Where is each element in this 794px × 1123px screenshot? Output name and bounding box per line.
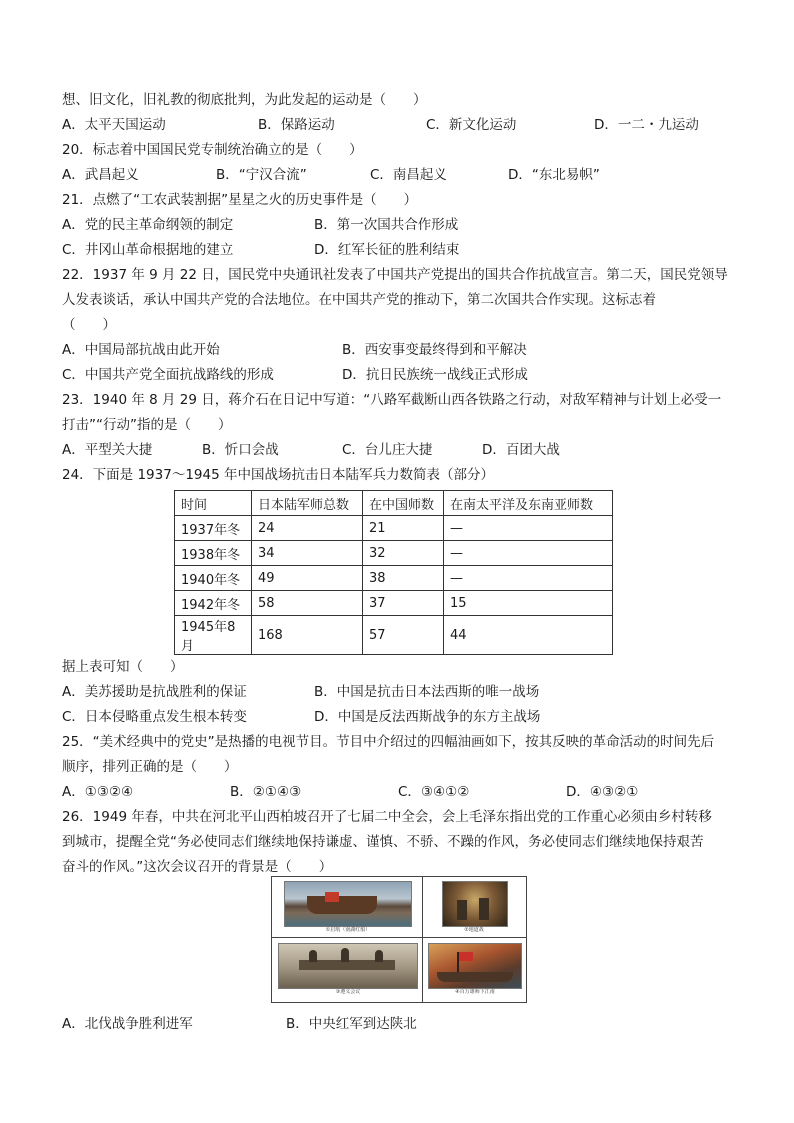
q24-after: 据上表可知（ ） xyxy=(62,659,184,675)
painting-caption-4: ④百万雄师下江南 xyxy=(455,989,495,995)
q22-stem-line2: 人发表谈话，承认中国共产党的合法地位。在中国共产党的推动下，第二次国共合作实现。这标志着 xyxy=(62,292,656,308)
q25-option-a[interactable]: A．①③②④ xyxy=(62,784,134,800)
table-cell: 1940年冬 xyxy=(175,566,252,591)
q24-options-row2 xyxy=(62,705,732,730)
table-row xyxy=(175,616,613,655)
q23-option-d[interactable]: D．百团大战 xyxy=(482,442,560,458)
table-cell: 57 xyxy=(363,616,444,655)
q22-options-row2 xyxy=(62,363,732,388)
q24-options-row1 xyxy=(62,680,732,705)
painting-red-boat xyxy=(284,881,412,927)
table-cell: 49 xyxy=(252,566,363,591)
table-cell: — xyxy=(444,541,613,566)
table-cell: — xyxy=(444,566,613,591)
painting-caption-3: ③遵义会议 xyxy=(335,989,361,995)
exam-page xyxy=(62,88,732,880)
table-row xyxy=(175,566,613,591)
q26-options-block xyxy=(62,1012,732,1037)
q24-stem: 24．下面是 1937～1945 年中国战场抗击日本陆军兵力数简表（部分） xyxy=(62,467,494,483)
q26-stem-line1: 26．1949 年春，中共在河北平山西柏坡召开了七届二中全会，会上毛泽东指出党的工作重心必须由乡村转移 xyxy=(62,809,712,825)
table-cell: 37 xyxy=(363,591,444,616)
q23-option-c[interactable]: C．台儿庄大捷 xyxy=(342,442,433,458)
q19-options xyxy=(62,113,732,138)
q20-stem: 20．标志着中国国民党专制统治确立的是（ ） xyxy=(62,142,363,158)
q25-option-c[interactable]: C．③④①② xyxy=(398,784,470,800)
q22-option-d[interactable]: D．抗日民族统一战线正式形成 xyxy=(342,367,528,383)
q26-option-b[interactable]: B．中央红军到达陕北 xyxy=(286,1016,417,1032)
q26-option-a[interactable]: A．北伐战争胜利进军 xyxy=(62,1016,193,1032)
q22-option-c[interactable]: C．中国共产党全面抗战路线的形成 xyxy=(62,367,274,383)
q19-option-a[interactable]: A．太平天国运动 xyxy=(62,117,166,133)
q21-stem: 21．点燃了“工农武装割据”星星之火的历史事件是（ ） xyxy=(62,192,418,208)
q26-stem-line2: 到城市，提醒全党“务必使同志们继续地保持谦虚、谨慎、不骄、不躁的作风，务必使同志们继续地保持艰苦 xyxy=(62,834,704,850)
table-cell: 15 xyxy=(444,591,613,616)
q24-option-a[interactable]: A．美苏援助是抗战胜利的保证 xyxy=(62,684,247,700)
table-header-cell: 时间 xyxy=(175,491,252,516)
table-cell: 1938年冬 xyxy=(175,541,252,566)
q23-option-a[interactable]: A．平型关大捷 xyxy=(62,442,153,458)
q22-option-a[interactable]: A．中国局部抗战由此开始 xyxy=(62,342,220,358)
q21-option-c[interactable]: C．井冈山革命根据地的建立 xyxy=(62,242,234,258)
table-row xyxy=(175,541,613,566)
table-row xyxy=(175,516,613,541)
table-cell: — xyxy=(444,516,613,541)
painting-million-troops xyxy=(428,943,522,989)
q24-option-d[interactable]: D．中国是反法西斯战争的东方主战场 xyxy=(314,709,541,725)
q19-stem: 想、旧文化，旧礼教的彻底批判，为此发起的运动是（ ） xyxy=(62,92,427,108)
q23-stem-line1: 23．1940 年 8 月 29 日，蒋介石在日记中写道：“八路军截断山西各铁路之行动，对敌军精神与计划上必受一 xyxy=(62,392,722,408)
q24-option-b[interactable]: B．中国是抗击日本法西斯的唯一战场 xyxy=(314,684,540,700)
q19-option-b[interactable]: B．保路运动 xyxy=(258,117,335,133)
q21-option-b[interactable]: B．第一次国共合作形成 xyxy=(314,217,459,233)
q23-stem-line2: 打击”“行动”指的是（ ） xyxy=(62,417,232,433)
table-header-cell: 日本陆军师总数 xyxy=(252,491,363,516)
q26-options-row1 xyxy=(62,1012,732,1037)
q26-stem-line3: 奋斗的作风。”这次会议召开的背景是（ ） xyxy=(62,859,333,875)
table-cell: 58 xyxy=(252,591,363,616)
q22-option-b[interactable]: B．西安事变最终得到和平解决 xyxy=(342,342,527,358)
table-header-cell: 在中国师数 xyxy=(363,491,444,516)
table-header-row xyxy=(175,491,613,516)
table-cell: 21 xyxy=(363,516,444,541)
q22-stem-line3: （ ） xyxy=(62,317,116,333)
q25-stem-line2: 顺序，排列正确的是（ ） xyxy=(62,759,238,775)
table-cell: 24 xyxy=(252,516,363,541)
q23-option-b[interactable]: B．忻口会战 xyxy=(202,442,279,458)
table-cell: 38 xyxy=(363,566,444,591)
q20-option-b[interactable]: B．“宁汉合流” xyxy=(216,167,307,183)
table-row xyxy=(175,591,613,616)
q25-option-b[interactable]: B．②①④③ xyxy=(230,784,302,800)
table-cell: 32 xyxy=(363,541,444,566)
q21-options-row2 xyxy=(62,238,732,263)
table-cell: 1945年8月 xyxy=(175,616,252,655)
q22-options-row1 xyxy=(62,338,732,363)
table-cell: 168 xyxy=(252,616,363,655)
q25-options xyxy=(62,780,732,805)
table-cell: 1937年冬 xyxy=(175,516,252,541)
q25-stem-line1: 25．“美术经典中的党史”是热播的电视节目。节目中介绍过的四幅油画如下，按其反映的革命活动的时间先后 xyxy=(62,734,715,750)
painting-caption-2: ②地道战 xyxy=(464,927,484,933)
painting-tunnel-war xyxy=(442,881,508,927)
q20-options xyxy=(62,163,732,188)
q24-option-c[interactable]: C．日本侵略重点发生根本转变 xyxy=(62,709,247,725)
painting-caption-1: ①启航（南湖红船） xyxy=(325,927,371,933)
q20-option-a[interactable]: A．武昌起义 xyxy=(62,167,139,183)
q20-option-c[interactable]: C．南昌起义 xyxy=(370,167,447,183)
table-header-cell: 在南太平洋及东南亚师数 xyxy=(444,491,613,516)
q22-stem-line1: 22．1937 年 9 月 22 日，国民党中央通讯社发表了中国共产党提出的国共合作抗战宣言。第二天，国民党领导 xyxy=(62,267,728,283)
paintings-figure xyxy=(271,876,527,1003)
force-table xyxy=(174,490,613,655)
q21-option-d[interactable]: D．红军长征的胜利结束 xyxy=(314,242,460,258)
table-cell: 44 xyxy=(444,616,613,655)
q19-option-d[interactable]: D．一二・九运动 xyxy=(594,117,699,133)
q19-option-c[interactable]: C．新文化运动 xyxy=(426,117,517,133)
q21-options-row1 xyxy=(62,213,732,238)
table-cell: 1942年冬 xyxy=(175,591,252,616)
painting-zunyi-meeting xyxy=(278,943,418,989)
q21-option-a[interactable]: A．党的民主革命纲领的制定 xyxy=(62,217,234,233)
q25-option-d[interactable]: D．④③②① xyxy=(566,784,639,800)
q23-options xyxy=(62,438,732,463)
q20-option-d[interactable]: D．“东北易帜” xyxy=(508,167,600,183)
table-cell: 34 xyxy=(252,541,363,566)
